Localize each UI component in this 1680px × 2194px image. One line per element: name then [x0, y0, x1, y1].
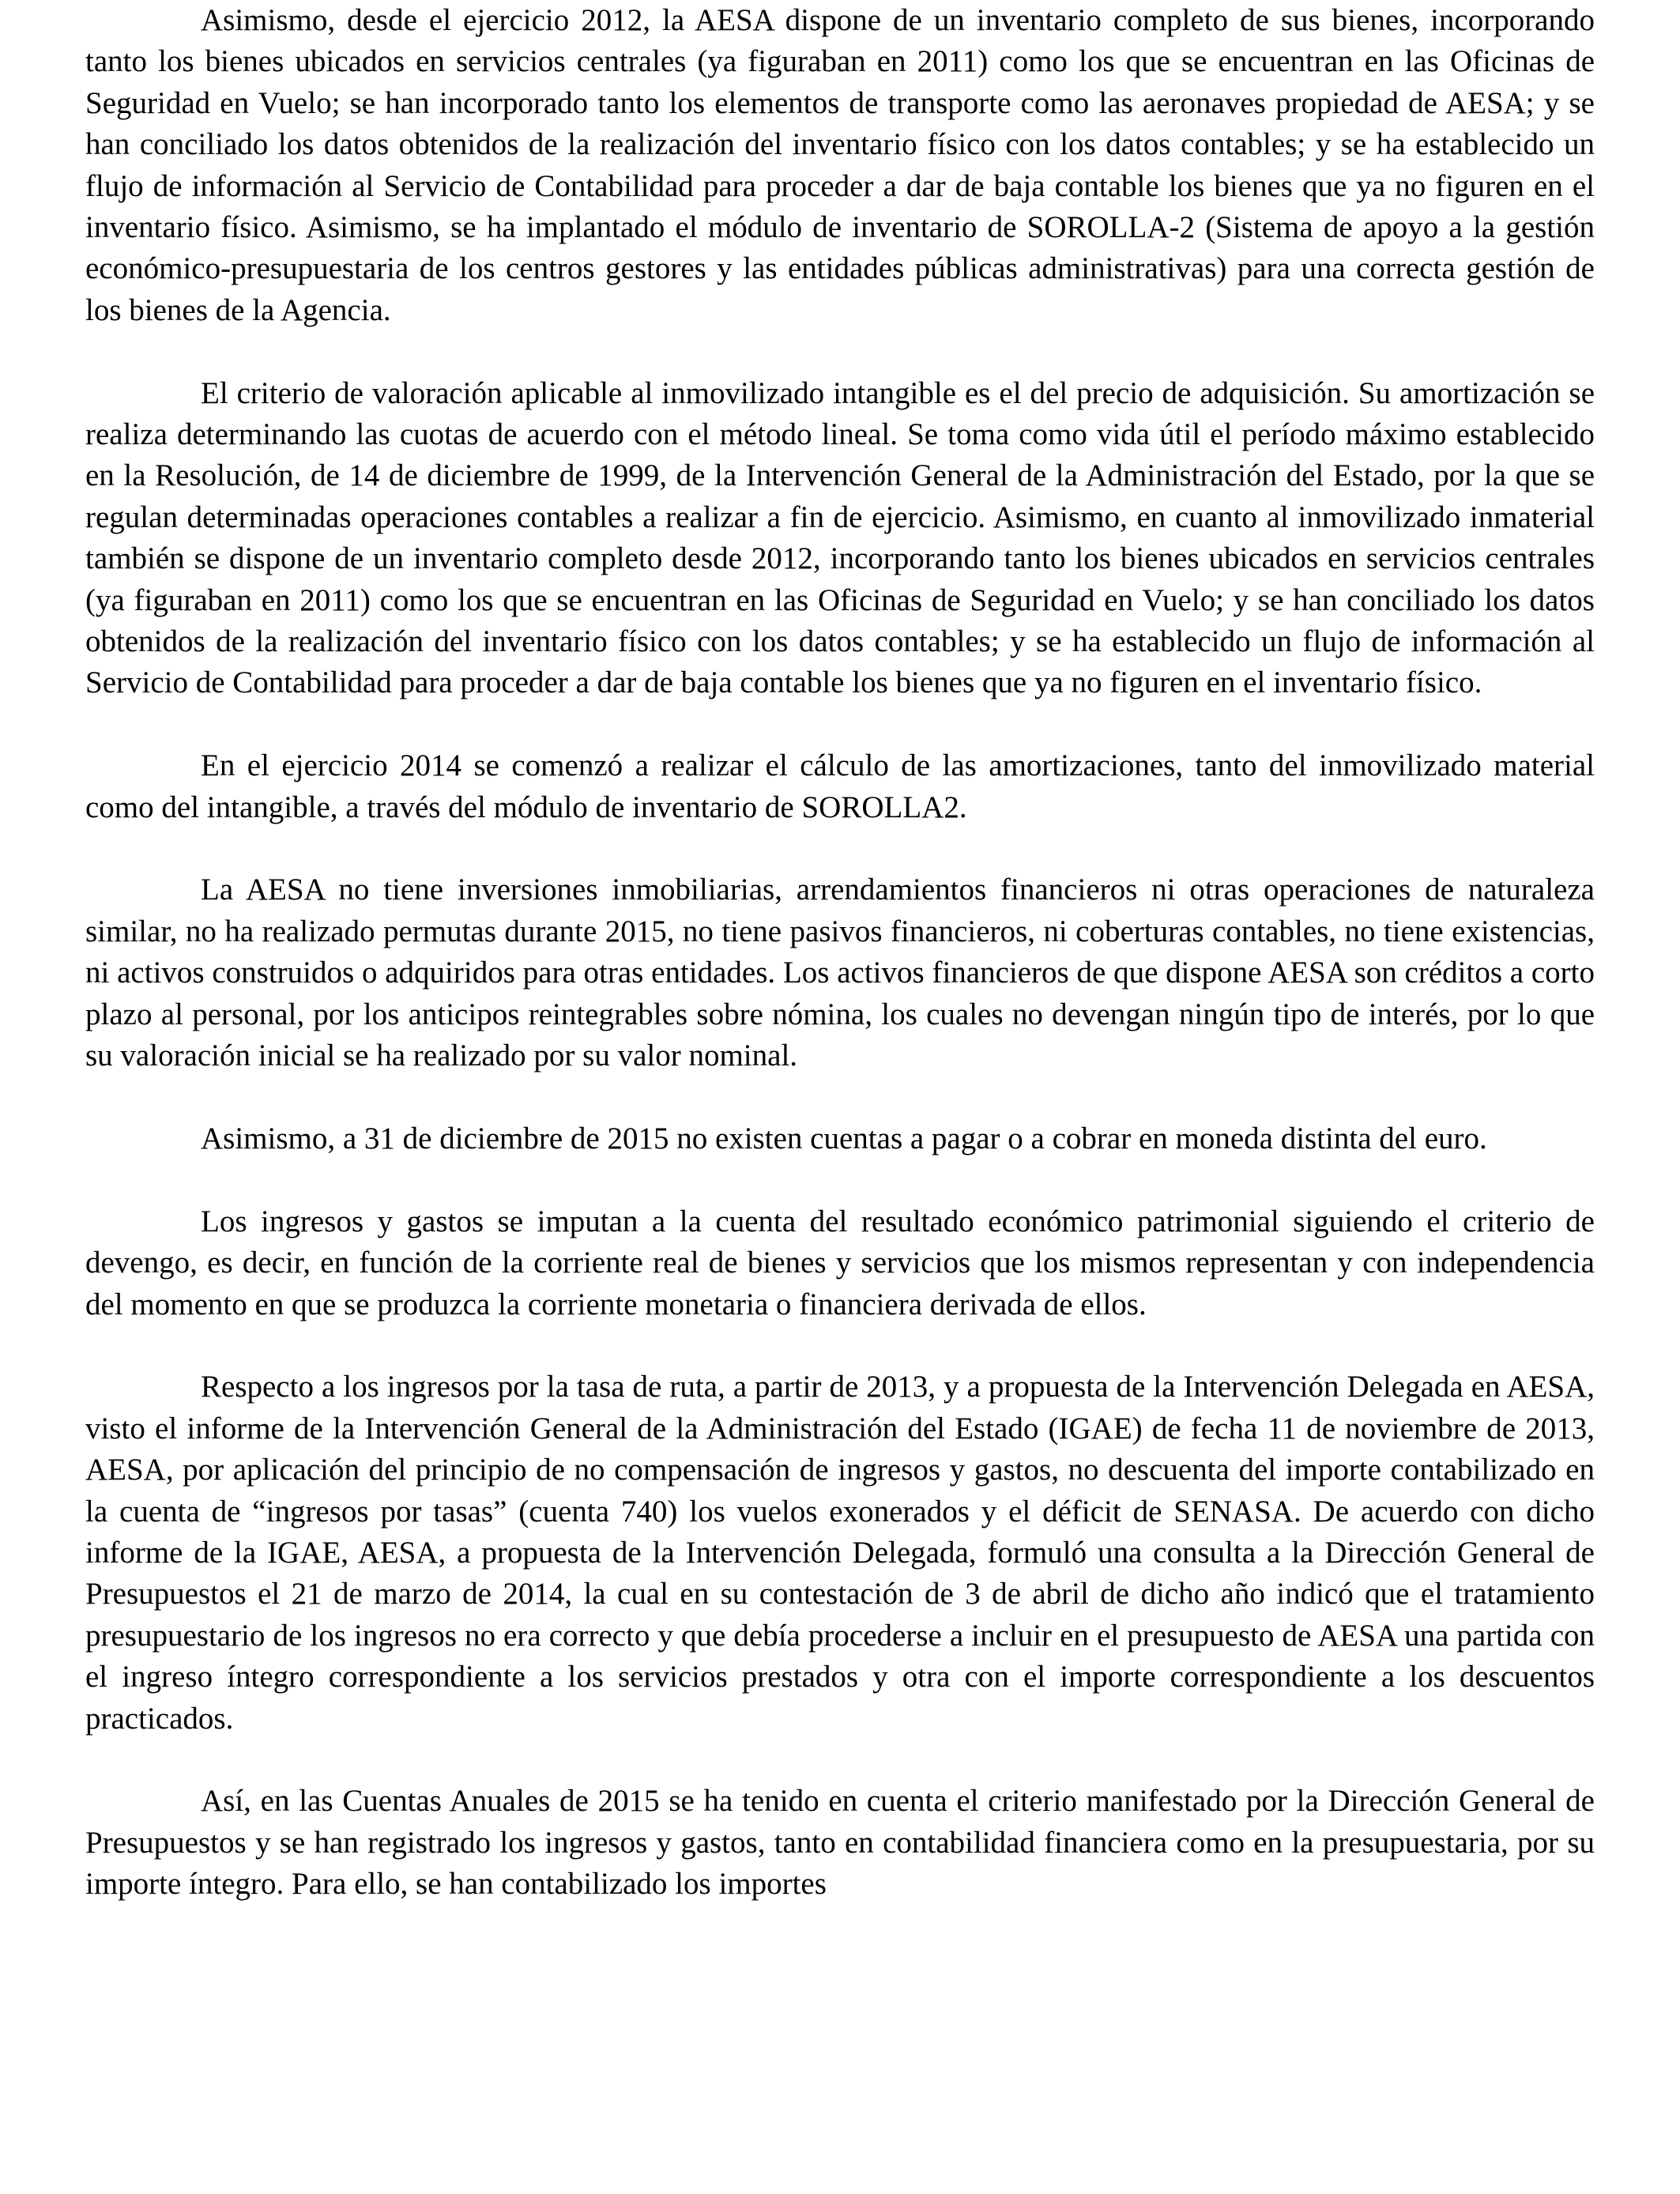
paragraph-tasa-de-ruta: Respecto a los ingresos por la tasa de ruta, a partir de 2013, y a propuesta de la Intervención Delegada en AESA, visto el informe de la Intervención General de la Administración del Estado (IGAE) de fecha 11 de noviembre de 2013, AESA, por aplicación del principio de no compensación de ingresos y gastos, no descuenta del importe contabilizado en la cuenta de “ingresos por tasas” (cuenta 740) los vuelos exonerados y el déficit de SENASA. De acuerdo con dicho informe de la IGAE, AESA, a propuesta de la Intervención Delegada, formuló una consulta a la Dirección General de Presupuestos el 21 de marzo de 2014, la cual en su contestación de 3 de abril de dicho año indicó que el tratamiento presupuestario de los ingresos no era correcto y que debía procederse a incluir en el presupuesto de AESA una partida con el ingreso íntegro correspondiente a los servicios prestados y otra con el importe correspondiente a los descuentos practicados. — [85, 1370, 1595, 1736]
paragraph-ingresos-gastos: Los ingresos y gastos se imputan a la cuenta del resultado económico patrimonial siguiendo el criterio de devengo, es decir, en función de la corriente real de bienes y servicios que los mismos representan y con independencia del momento en que se produzca la corriente monetaria o financiera derivada de ellos. — [85, 1204, 1595, 1321]
paragraph-amortizaciones-2014: En el ejercicio 2014 se comenzó a realizar el cálculo de las amortizaciones, tanto del inmovilizado material como del intangible, a través del módulo de inventario de SOROLLA2. — [85, 748, 1595, 824]
document-page — [85, 0, 1595, 1947]
paragraph-cuentas-anuales-2015: Así, en las Cuentas Anuales de 2015 se ha tenido en cuenta el criterio manifestado por la Dirección General de Presupuestos y se han registrado los ingresos y gastos, tanto en contabilidad financiera como en la presupuestaria, por su importe íntegro. Para ello, se han contabilizado los importes — [85, 1784, 1595, 1902]
paragraph-inmovilizado-intangible: El criterio de valoración aplicable al inmovilizado intangible es el del precio de adquisición. Su amortización se realiza determinando las cuotas de acuerdo con el método lineal. Se toma como vida útil el período máximo establecido en la Resolución, de 14 de diciembre de 1999, de la Intervención General de la Administración del Estado, por la que se regulan determinadas operaciones contables a realizar a fin de ejercicio. Asimismo, en cuanto al inmovilizado inmaterial también se dispone de un inventario completo desde 2012, incorporando tanto los bienes ubicados en servicios centrales (ya figuraban en 2011) como los que se encuentran en las Oficinas de Seguridad en Vuelo; y se han conciliado los datos obtenidos de la realización del inventario físico con los datos contables; y se ha establecido un flujo de información al Servicio de Contabilidad para proceder a dar de baja contable los bienes que ya no figuren en el inventario físico. — [85, 375, 1595, 700]
paragraph-inventario-bienes: Asimismo, desde el ejercicio 2012, la AESA dispone de un inventario completo de sus bienes, incorporando tanto los bienes ubicados en servicios centrales (ya figuraban en 2011) como los que se encuentran en las Oficinas de Seguridad en Vuelo; se han incorporado tanto los elementos de transporte como las aeronaves propiedad de AESA; y se han conciliado los datos obtenidos de la realización del inventario físico con los datos contables; y se ha establecido un flujo de información al Servicio de Contabilidad para proceder a dar de baja contable los bienes que ya no figuren en el inventario físico. Asimismo, se ha implantado el módulo de inventario de SOROLLA-2 (Sistema de apoyo a la gestión económico-presupuestaria de los centros gestores y las entidades públicas administrativas) para una correcta gestión de los bienes de la Agencia. — [85, 3, 1595, 327]
paragraph-inversiones-activos: La AESA no tiene inversiones inmobiliarias, arrendamientos financieros ni otras operaciones de naturaleza similar, no ha realizado permutas durante 2015, no tiene pasivos financieros, ni coberturas contables, no tiene existencias, ni activos construidos o adquiridos para otras entidades. Los activos financieros de que dispone AESA son créditos a corto plazo al personal, por los anticipos reintegrables sobre nómina, los cuales no devengan ningún tipo de interés, por lo que su valoración inicial se ha realizado por su valor nominal. — [85, 873, 1595, 1073]
paragraph-moneda-distinta: Asimismo, a 31 de diciembre de 2015 no existen cuentas a pagar o a cobrar en moneda distinta del euro. — [201, 1121, 1487, 1155]
